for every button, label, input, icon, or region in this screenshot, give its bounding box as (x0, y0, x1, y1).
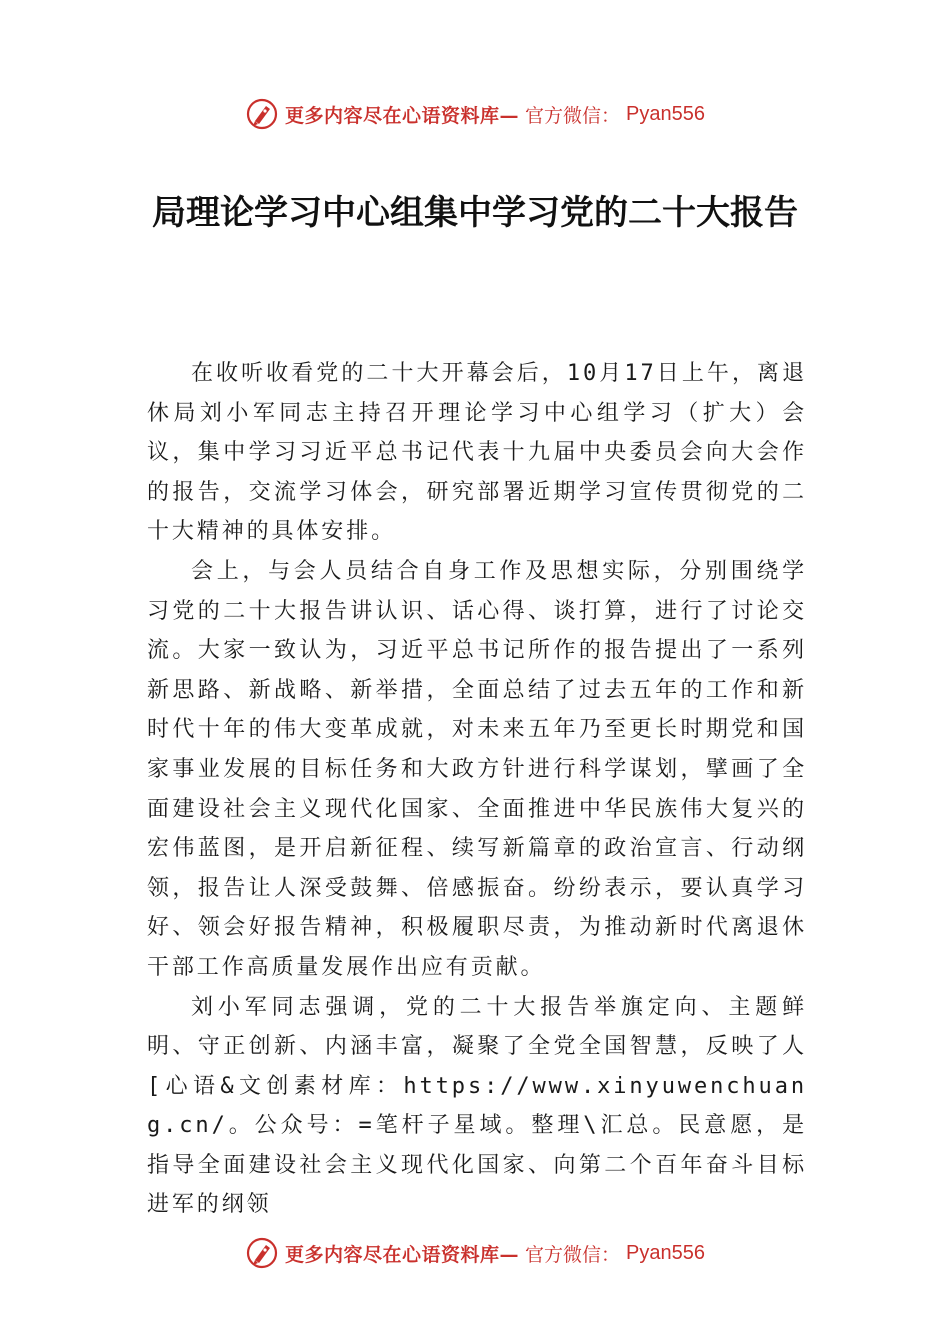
watermark-wechat-id: Pyan556 (626, 1241, 705, 1264)
footer-watermark (0, 1233, 950, 1273)
watermark-wechat-label: 官方微信： (525, 104, 621, 127)
pen-nib-logo-icon (245, 1236, 279, 1270)
paragraph-3: 刘小军同志强调，党的二十大报告举旗定向、主题鲜明、守正创新、内涵丰富，凝聚了全党全国智慧，反映了人[心语&文创素材库：https://www.xinyuwenchuang.cn/。公众号：=笔杆子星域。整理\汇总。民意愿，是指导全面建设社会主义现代化国家、向第二个百年奋斗目标进军的纲领 (147, 994, 807, 1218)
watermark-wechat-label: 官方微信： (525, 1243, 621, 1266)
watermark-text: 更多内容尽在心语资料库— (285, 1243, 520, 1266)
pen-nib-logo-icon (245, 97, 279, 131)
document-body (147, 354, 807, 1225)
paragraph-2: 会上，与会人员结合自身工作及思想实际，分别围绕学习党的二十大报告讲认识、话心得、谈打算，进行了讨论交流。大家一致认为，习近平总书记所作的报告提出了一系列新思路、新战略、新举措，全面总结了过去五年的工作和新时代十年的伟大变革成就，对未来五年乃至更长时期党和国家事业发展的目标任务和大政方针进行科学谋划，擘画了全面建设社会主义现代化国家、全面推进中华民族伟大复兴的宏伟蓝图，是开启新征程、续写新篇章的政治宣言、行动纲领，报告让人深受鼓舞、倍感振奋。纷纷表示，要认真学习好、领会好报告精神，积极履职尽责，为推动新时代离退休干部工作高质量发展作出应有贡献。 (147, 558, 807, 980)
watermark-wechat-id: Pyan556 (626, 102, 705, 125)
header-watermark (0, 94, 950, 134)
watermark-text: 更多内容尽在心语资料库— (285, 104, 520, 127)
document-title: 局理论学习中心组集中学习党的二十大报告 (152, 193, 798, 233)
paragraph-1: 在收听收看党的二十大开幕会后，10月17日上午，离退休局刘小军同志主持召开理论学习中心组学习（扩大）会议，集中学习习近平总书记代表十九届中央委员会向大会作的报告，交流学习体会，研究部署近期学习宣传贯彻党的二十大精神的具体安排。 (147, 361, 807, 545)
